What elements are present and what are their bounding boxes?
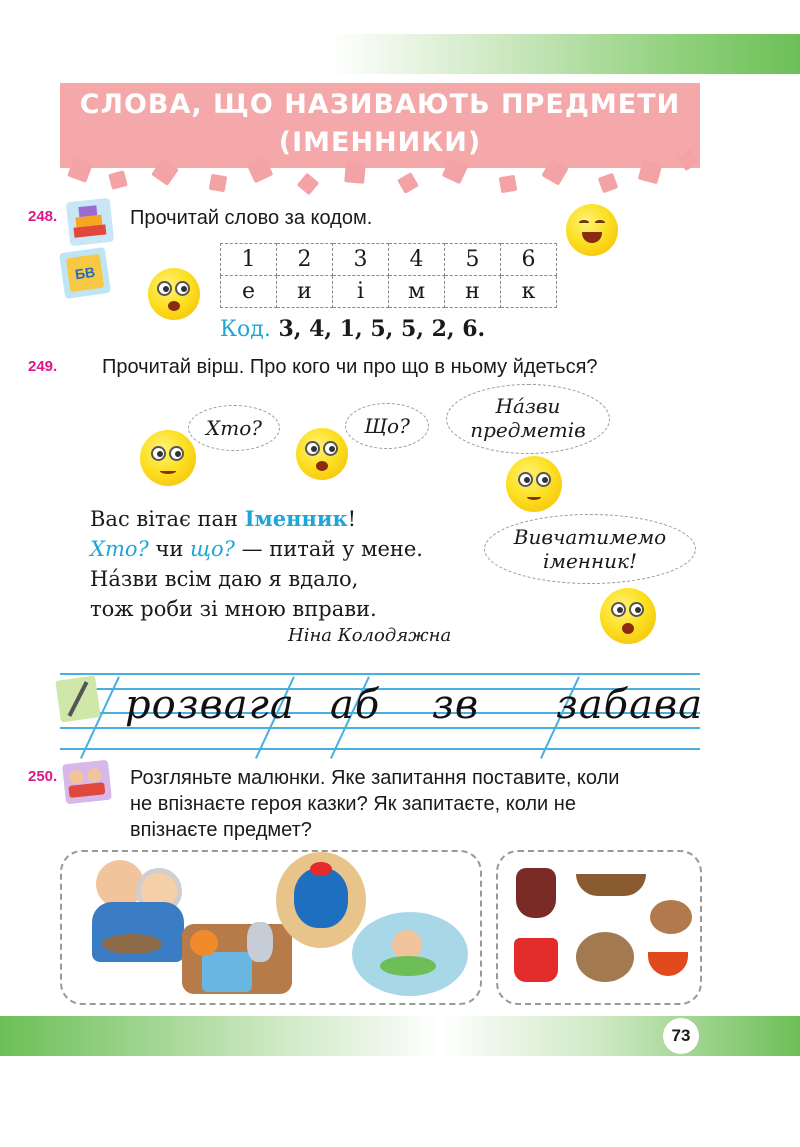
speech-bubble-study-line1: Вивчатимемо <box>513 525 667 549</box>
poem-author: Ніна Колодяжна <box>288 625 452 646</box>
code-cell: 1 <box>221 244 277 276</box>
boat-figure <box>576 874 646 896</box>
exercise-250-task-line1: Розгляньте малюнки. Яке запитання поставите, коли <box>130 767 620 789</box>
poem-text: Вас вітає пан <box>90 507 245 531</box>
poem <box>90 504 423 624</box>
exercise-249-task: Прочитай вірш. Про кого чи про що в ньому йдеться? <box>102 356 598 378</box>
writing-guide-line <box>60 673 700 675</box>
code-cell: 3 <box>333 244 389 276</box>
glasses-face-icon <box>600 588 656 644</box>
confetti-decor <box>499 175 518 194</box>
exercise-250-task <box>130 765 700 843</box>
rooster-figure <box>294 868 348 928</box>
code-cell: 4 <box>389 244 445 276</box>
speech-bubble-study <box>484 514 696 584</box>
poem-question-what: що? <box>190 537 235 561</box>
confetti-decor <box>598 173 619 194</box>
boots-figure <box>514 938 558 982</box>
speech-bubble-who: Хто? <box>188 405 280 451</box>
code-cell: к <box>501 276 557 308</box>
code-cell: е <box>221 276 277 308</box>
writing-guide-line <box>60 748 700 750</box>
poem-line-4: тож роби зі мною вправи. <box>90 597 377 621</box>
speech-bubble-what: Що? <box>345 403 429 449</box>
nest-figure <box>102 934 162 954</box>
confetti-decor <box>344 162 366 184</box>
code-cell: 5 <box>445 244 501 276</box>
speech-bubble-names-line2: предметів <box>470 418 586 442</box>
exercise-number-248: 248. <box>28 208 58 225</box>
poem-text: чи <box>148 537 190 561</box>
code-cell: 2 <box>277 244 333 276</box>
code-cell: и <box>277 276 333 308</box>
code-cell: н <box>445 276 501 308</box>
exercise-number-250: 250. <box>28 768 58 785</box>
code-table-letters-row <box>221 276 557 308</box>
code-cell: і <box>333 276 389 308</box>
speech-bubble-names <box>446 384 610 454</box>
exercise-250-task-line3: впізнаєте предмет? <box>130 819 312 841</box>
top-decor-bar <box>330 34 800 74</box>
confetti-decor <box>638 160 662 184</box>
page-title-line2: (ІМЕННИКИ) <box>278 127 482 158</box>
speech-bubble-study-line2: іменник! <box>542 549 638 573</box>
bowl-figure <box>648 952 688 976</box>
letter-blocks-icon <box>59 247 111 299</box>
happy-face-icon <box>506 456 562 512</box>
handwritten-word: забава <box>556 682 704 728</box>
poem-question-who: Хто? <box>90 537 149 561</box>
discussion-task-icon <box>62 760 112 805</box>
code-cell: м <box>389 276 445 308</box>
code-value: 3, 4, 1, 5, 5, 2, 6. <box>278 316 486 342</box>
objects-illustration <box>496 850 702 1005</box>
lily-pad-figure <box>380 956 436 976</box>
walnut-figure <box>650 900 692 934</box>
exercise-250-task-line2: не впізнаєте героя казки? Як запитаєте, коли не <box>130 793 576 815</box>
confetti-decor <box>108 170 128 190</box>
glasses-face-icon <box>296 428 348 480</box>
exercise-number-249: 249. <box>28 358 58 375</box>
read-task-icon <box>66 198 114 246</box>
page-title-line1: СЛОВА, ЩО НАЗИВАЮТЬ ПРЕДМЕТИ <box>79 89 681 120</box>
jug-figure <box>516 868 556 918</box>
writing-task-icon <box>55 675 100 722</box>
poem-line-1 <box>90 504 423 534</box>
poem-text: ! <box>347 507 357 531</box>
speech-bubble-names-line1: На́зви <box>495 394 561 418</box>
fox-figure <box>190 930 218 956</box>
confetti-decor <box>209 174 228 193</box>
code-table <box>220 243 557 308</box>
handwritten-word: розвага <box>125 682 295 728</box>
table-figure <box>202 952 252 992</box>
smiling-face-icon <box>566 204 618 256</box>
glasses-face-icon <box>148 268 200 320</box>
fairy-tale-heroes-illustration <box>60 850 482 1005</box>
nest-object-figure <box>576 932 634 982</box>
handwritten-word: аб <box>330 682 381 728</box>
happy-face-icon <box>140 430 196 486</box>
rooster-comb <box>310 862 332 876</box>
poem-highlight: Іменник <box>244 506 348 531</box>
crane-figure <box>247 922 273 962</box>
poem-line-2 <box>90 534 423 564</box>
page-title <box>60 86 700 162</box>
exercise-248-task: Прочитай слово за кодом. <box>130 207 373 229</box>
letter-blocks-label: БВ <box>66 254 104 292</box>
page-number: 73 <box>663 1018 699 1054</box>
confetti-decor <box>397 172 419 194</box>
code-label: Код. <box>220 317 271 342</box>
confetti-decor <box>297 173 320 196</box>
handwritten-word: зв <box>432 682 480 728</box>
poem-text: — питай у мене. <box>234 537 423 561</box>
code-table-numbers-row <box>221 244 557 276</box>
poem-line-3: На́зви всім даю я вдало, <box>90 567 359 591</box>
code-sequence <box>220 316 485 342</box>
code-cell: 6 <box>501 244 557 276</box>
